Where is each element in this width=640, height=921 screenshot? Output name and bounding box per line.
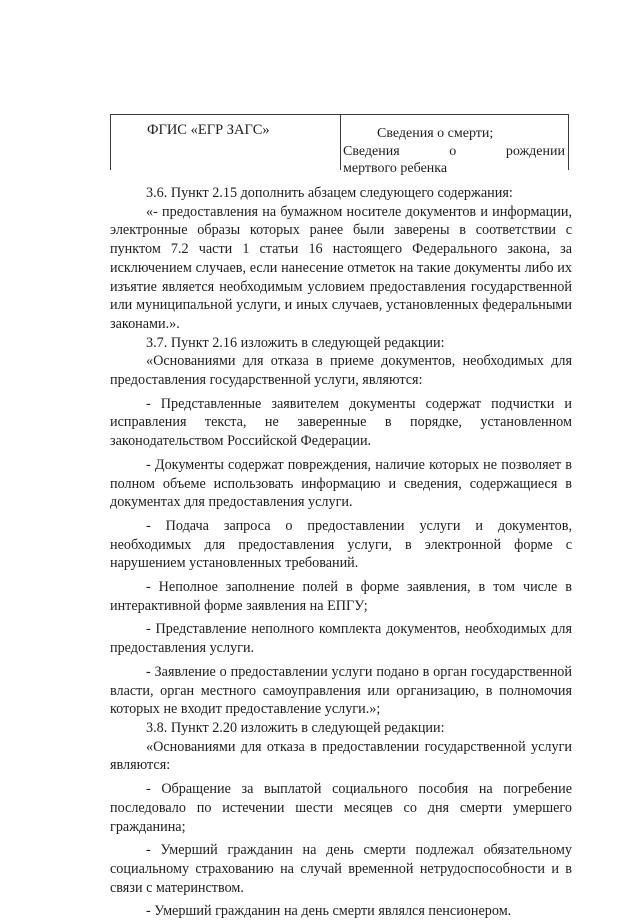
- paragraph: - Заявление о предоставлении услуги подано в орган государственной власти, орган местного самоуправления или организацию, в полномочия которых не входит предоставление услуги.»;: [110, 663, 572, 718]
- table-cell-death-info: Сведения о смерти;: [377, 126, 494, 141]
- paragraph: 3.8. Пункт 2.20 изложить в следующей редакции:: [146, 719, 445, 736]
- paragraph: - Представление неполного комплекта документов, необходимых для предоставления услуги.: [110, 621, 572, 657]
- paragraph: «Основаниями для отказа в предоставлении государственной услуги являются:: [110, 738, 572, 774]
- paragraph: 3.7. Пункт 2.16 изложить в следующей редакции:: [146, 334, 445, 351]
- paragraph: 3.6. Пункт 2.15 дополнить абзацем следующего содержания:: [146, 185, 513, 201]
- paragraph: - Умерший гражданин на день смерти являлся пенсионером.: [146, 903, 512, 920]
- document-body: [110, 184, 572, 921]
- table-cell-system: ФГИС «ЕГР ЗАГС»: [147, 122, 270, 138]
- paragraph: - Умерший гражданин на день смерти подлежал обязательному социальному страхованию на случай временной нетрудоспособности и в связи с материнством.: [110, 842, 572, 896]
- info-table: [110, 114, 569, 176]
- paragraph: - Подача запроса о предоставлении услуги и документов, необходимых для предоставления услуги, в электронной форме с нарушением установленных требований.: [110, 517, 572, 572]
- paragraph: - Неполное заполнение полей в форме заявления, в том числе в интерактивной форме заявления на ЕПГУ;: [110, 579, 572, 614]
- table-cell-birth-info: Сведения о рождении: [343, 144, 565, 159]
- table-cell-stillborn: мертвого ребенка: [343, 161, 448, 176]
- paragraph: «Основаниями для отказа в приеме документов, необходимых для предоставления государственной услуги, являются:: [110, 353, 572, 389]
- table-divider: [340, 115, 341, 170]
- paragraph: - Обращение за выплатой социального пособия на погребение последовало по истечении шести месяцев со дня смерти умершего гражданина;: [110, 781, 572, 835]
- paragraph: - Документы содержат повреждения, наличие которых не позволяет в полном объеме использовать информацию и сведения, содержащиеся в документах для предоставления услуги.: [110, 456, 572, 511]
- paragraph: - Представленные заявителем документы содержат подчистки и исправления текста, не заверенные в порядке, установленном законодательством Российской Федерации.: [110, 395, 572, 450]
- paragraph: «- предоставления на бумажном носителе документов и информации, электронные образы которых ранее были заверены в соответствии с пунктом 7.2 части 1 статьи 16 настоящего Федерального закона, за исключением случаев, если нанесение отметок на такие документы либо их изъятие является необходимым условием предоставления государственной или муниципальной услуги, и иных случаев, установленных федеральными законами.».: [110, 203, 572, 332]
